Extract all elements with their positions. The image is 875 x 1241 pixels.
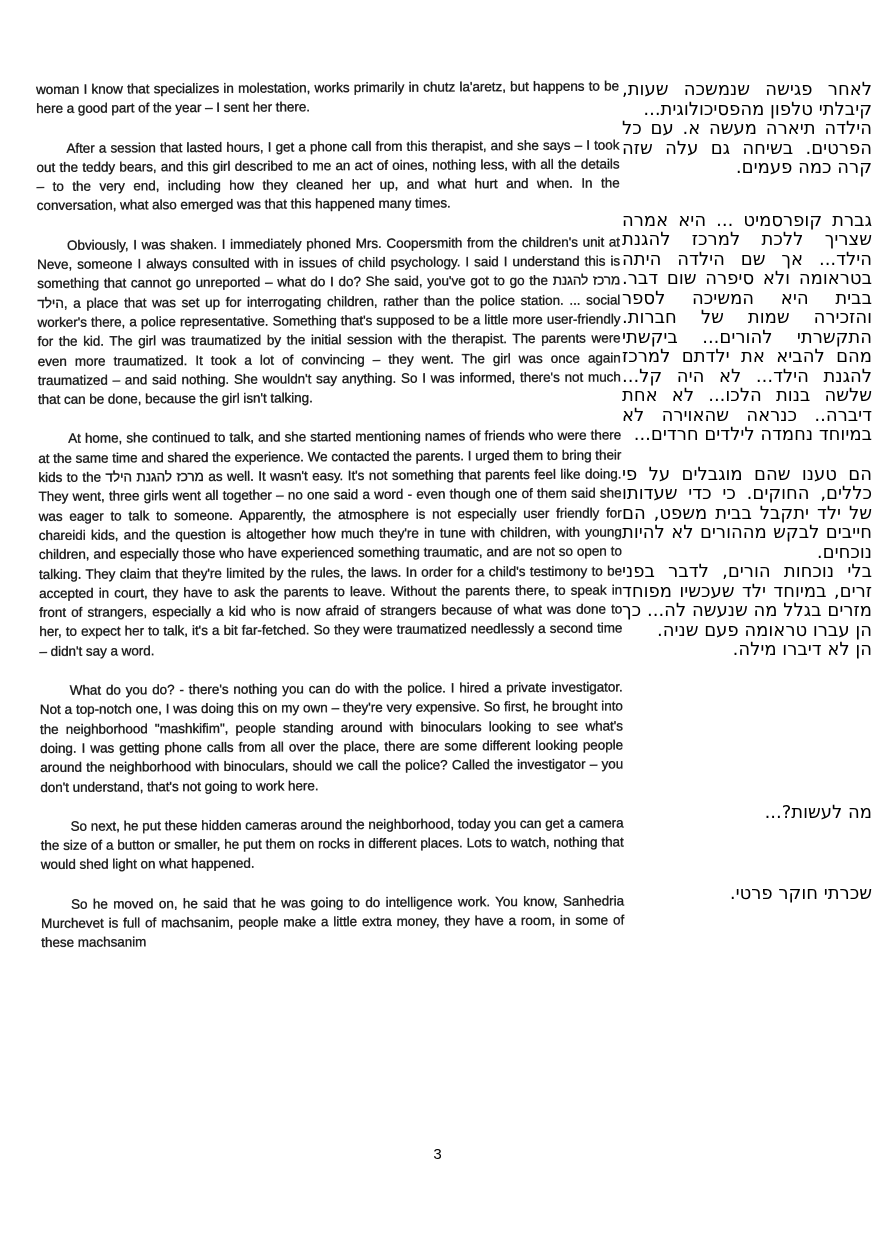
english-paragraph: woman I know that specializes in molestation, works primarily in chutz la'aretz, but happens to be here a good part of the year – I sent her there. (36, 78, 620, 117)
hebrew-paragraph: בלי נוכחות הורים, לדבר בפני זרים, במיוחד ילד שעכשיו מפוחד מזרים בגלל מה שנעשה לה... כך הן עברו טראומה פעם שניה. (622, 561, 872, 641)
hebrew-text-block (622, 211, 872, 445)
english-text-column (36, 76, 624, 952)
hebrew-paragraph: שכרתי חוקר פרטי. (729, 883, 872, 904)
hebrew-text-block (622, 80, 872, 178)
hebrew-text-block (622, 884, 872, 904)
hebrew-paragraph: הם טענו שהם מוגבלים על פי כללים, החוקים. כי כדי שעדותו של ילד יתקבל בבית משפט, הם חייבים לבקש מההורים לא להיות נוכחים. (622, 463, 872, 563)
english-paragraph: After a session that lasted hours, I get a phone call from this therapist, and she says – I took out the teddy bears, and this girl described to me an act of oines, nothing less, with all the details – to the very end, including how they cleaned her up, and what hurt and when. In the conversation, what also emerged was that this happened many times. (36, 137, 620, 214)
english-paragraph: Obviously, I was shaken. I immediately phoned Mrs. Coopersmith from the children's unit at Neve, someone I always consulted with in issues of child psychology. I said I understand this is something that cannot go unreported – what do I do? She said, you've got to go the מרכז להגנת הילד, a place that was set up for interrogating children, rather than the police station. ... social worker's there, a police representative. Something that's supposed to be a little more user-friendly for the kid. The girl was traumatized by the initial session with the therapist. The parents were even more traumatized. It took a lot of convincing – they went. The girl was once again traumatized – and said nothing. She wouldn't say anything. So I was informed, there's not much that can be done, because the girl isn't talking. (37, 234, 621, 408)
hebrew-paragraph: גברת קופרסמיט ... היא אמרה שצריך ללכת למרכז להגנת הילד... אך שם הילדה היתה בטראומה ולא סיפרה שום דבר. בבית היא המשיכה לספר והזכירה שמות של חברות. התקשרתי להורים... ביקשתי מהם להביא את ילדתם למרכז להגנת הילד... לא היה קל... שלשה בנות הלכו... לא אחת דיברה.. כנראה שהאוירה לא במיוחד נחמדה לילדים חרדים... (622, 209, 872, 445)
hebrew-paragraph: הן לא דיברו מילה. (732, 639, 872, 660)
hebrew-paragraph: לאחר פגישה שנמשכה שעות, קיבלתי טלפון מהפסיכולוגית... (622, 79, 872, 120)
english-paragraph: So next, he put these hidden cameras around the neighborhood, today you can get a camera the size of a button or smaller, he put them on rocks in different places. Lots to watch, nothing that would shed light on what happened. (40, 815, 624, 873)
hebrew-text-block (622, 465, 872, 660)
hebrew-paragraph: מה לעשות?... (764, 801, 872, 823)
english-paragraph: What do you do? - there's nothing you can do with the police. I hired a private investigator. Not a top-notch one, I was doing this on my own – they're very expensive. So first, he brought into the neighborhood "mashkifim", people standing around with binoculars looking to see what's doing. I was getting phone calls from all over the place, there are some different looking people around the neighborhood with binoculars, should we call the police? Called the investigator – you don't understand, that's not going to work here. (39, 679, 624, 795)
english-paragraph: At home, she continued to talk, and she started mentioning names of friends who were there at the same time and shared the experience. We contacted the parents. I urged them to bring their kids to the מרכז להגנת הילד as well. It wasn't easy. It's not something that parents feel like doing. They went, three girls went all together – no one said a word - even though one of them said she was eager to talk to someone. Apparently, the atmosphere is not especially user friendly for chareidi kids, and the question is altogether how much they're in tune with children, with young children, and especially those who have experienced something traumatic, and are not so open to talking. They claim that they're limited by the rules, the laws. In order for a child's testimony to be accepted in court, they have to ask the parents to leave. Without the parents there, to speak in front of strangers, especially a kid who is now afraid of strangers because of what was done to her, to expect her to talk, it's a bit far-fetched. So they were traumatized needlessly a second time – didn't say a word. (38, 427, 623, 659)
hebrew-text-column (622, 80, 872, 904)
hebrew-paragraph: הילדה תיארה מעשה א. עם כל הפרטים. בשיחה גם עלה שזה קרה כמה פעמים. (622, 118, 872, 178)
hebrew-text-block (622, 803, 872, 823)
page-number: 3 (433, 1146, 442, 1163)
english-paragraph: So he moved on, he said that he was going to do intelligence work. You know, Sanhedria Murchevet is full of machsanim, people make a little extra money, they have a room, in some of these machsanim (41, 893, 625, 951)
